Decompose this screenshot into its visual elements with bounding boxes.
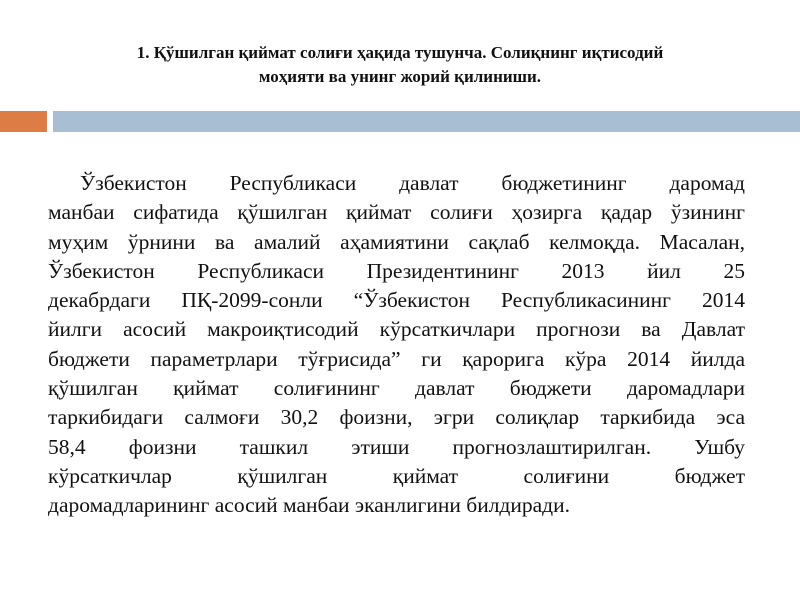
paragraph-line: таркибидаги салмоғи 30,2 фоизни, эгри солиқлар таркибида эса	[48, 405, 745, 430]
slide-title	[60, 41, 740, 89]
paragraph-line: муҳим ўрнини ва амалий аҳамиятини сақлаб келмоқда. Масалан,	[48, 229, 745, 254]
paragraph-line: кўрсаткичлар қўшилган қиймат солиғини бюджет	[48, 463, 745, 488]
slide-title-line-1: 1. Қўшилган қиймат солиғи ҳақида тушунча. Солиқнинг иқтисодий	[136, 43, 664, 62]
paragraph-line: Ўзбекистон Республикаси Президентининг 2013 йил 25	[48, 258, 745, 283]
paragraph-line: 58,4 фоизни ташкил этиши прогнозлаштирилган. Ушбу	[48, 434, 745, 459]
slide-title-line-2: моҳияти ва унинг жорий қилиниши.	[258, 67, 542, 86]
accent-band	[0, 111, 47, 132]
paragraph-line: бюджети параметрлари тўғрисида” ги қарорига кўра 2014 йилда	[48, 346, 745, 371]
paragraph-line: Ўзбекистон Республикаси давлат бюджетининг даромад	[80, 171, 745, 195]
body-paragraph	[48, 169, 745, 521]
paragraph-line: йилги асосий макроиқтисодий кўрсаткичлари прогнози ва Давлат	[48, 317, 745, 342]
paragraph-line: декабрдаги ПҚ-2099-сонли “Ўзбекистон Республикасининг 2014	[48, 288, 745, 313]
title-divider-band	[53, 111, 800, 132]
paragraph-line: манбаи сифатида қўшилган қиймат солиғи ҳозирга қадар ўзининг	[48, 200, 745, 225]
paragraph-line: даромадларининг асосий манбаи эканлигини билдиради.	[48, 493, 570, 518]
paragraph-line: қўшилган қиймат солиғининг давлат бюджети даромадлари	[48, 376, 745, 401]
